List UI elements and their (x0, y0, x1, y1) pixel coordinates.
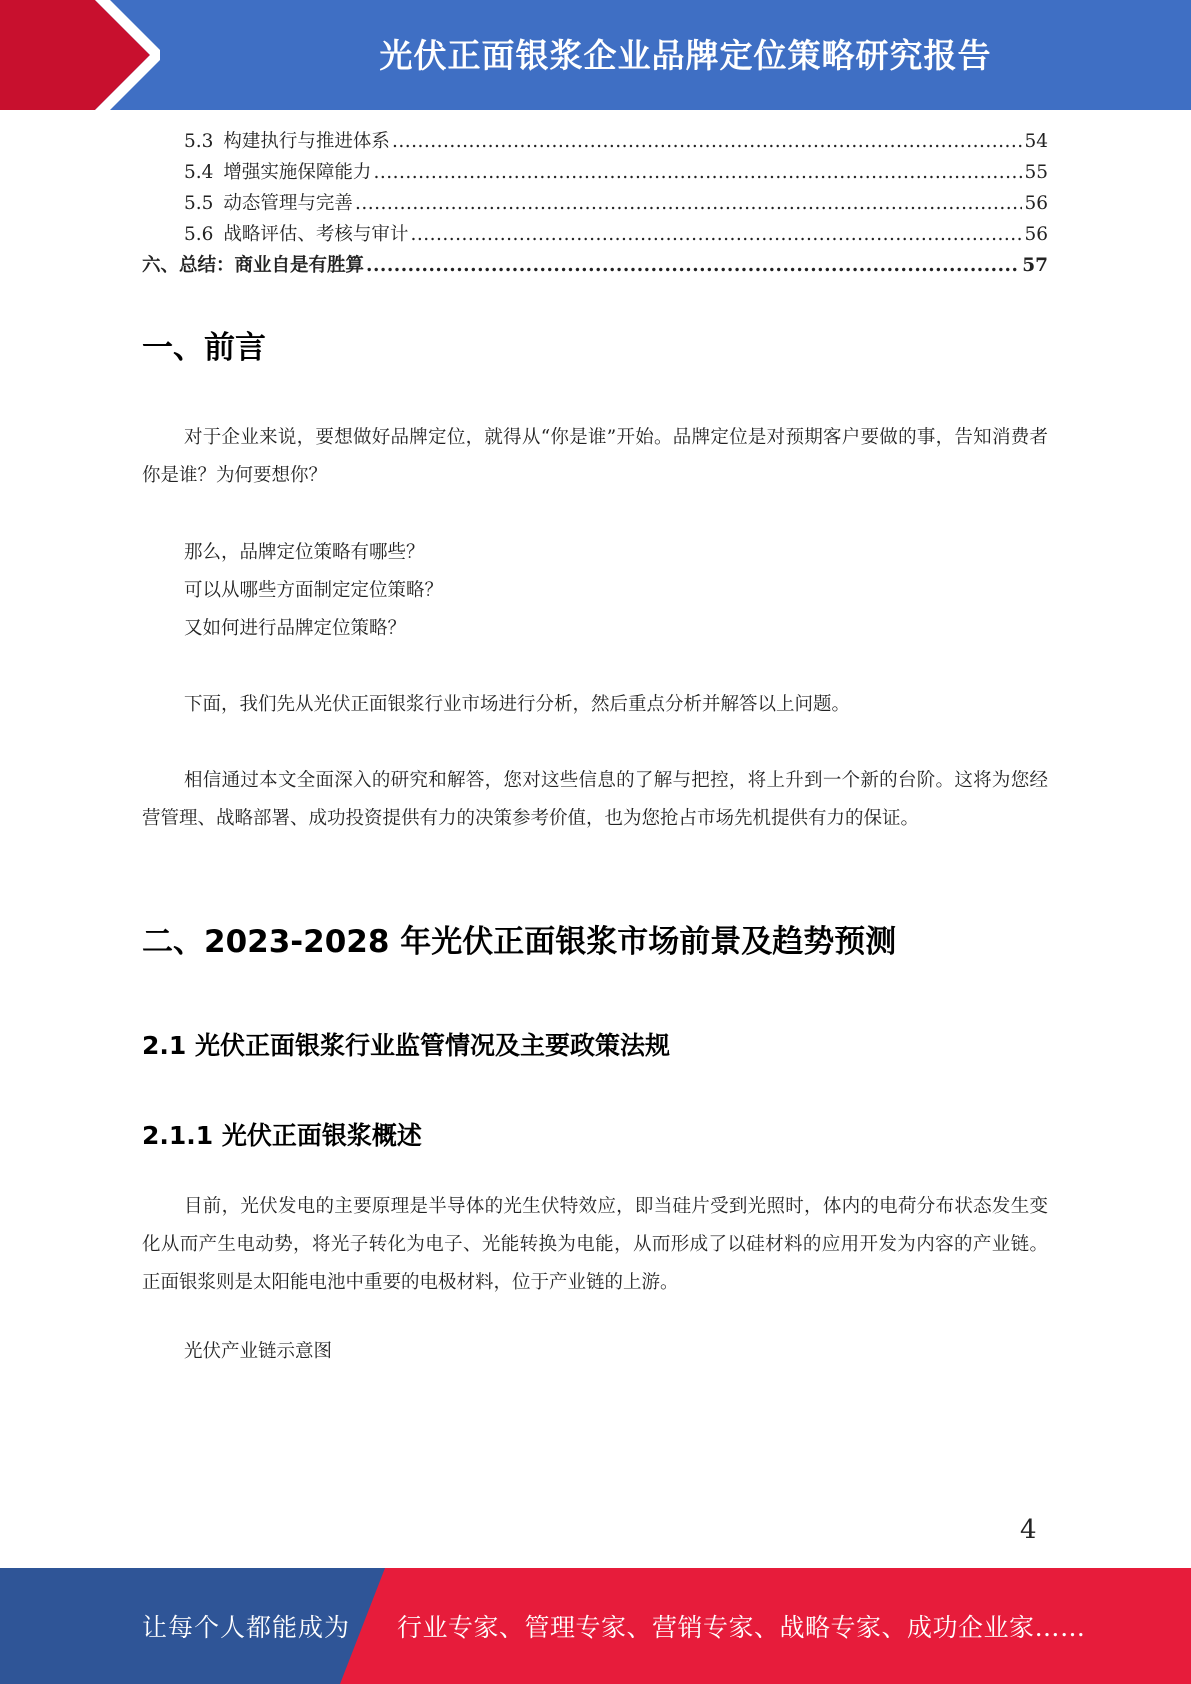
toc-number: 5.6 (184, 224, 214, 245)
toc-number: 5.4 (184, 162, 214, 183)
toc-page: 55 (1024, 162, 1048, 183)
toc-leader-dots (373, 157, 1022, 188)
overview-paragraph: 目前，光伏发电的主要原理是半导体的光生伏特效应，即当硅片受到光照时，体内的电荷分布状态发生变化从而产生电动势，将光子转化为电子、光能转换为电能，从而形成了以硅材料的应用开发为内容的产业链。正面银浆则是太阳能电池中重要的电极材料，位于产业链的上游。 (142, 1196, 1048, 1293)
preface-next-paragraph: 下面，我们先从光伏正面银浆行业市场进行分析，然后重点分析并解答以上问题。 (184, 694, 851, 715)
footer-slogan-right: 行业专家、管理专家、营销专家、战略专家、成功企业家…… (397, 1613, 1086, 1642)
question-line: 那么，品牌定位策略有哪些？ (184, 542, 425, 563)
figure-caption: 光伏产业链示意图 (184, 1341, 333, 1362)
toc-title: 战略评估、考核与审计 (223, 224, 409, 245)
table-of-contents (142, 126, 1048, 281)
toc-entry[interactable] (142, 219, 1048, 250)
subsection-heading-regulation: 2.1 光伏正面银浆行业监管情况及主要政策法规 (142, 1031, 670, 1060)
preface-intro-paragraph: 对于企业来说，要想做好品牌定位，就得从“你是谁”开始。品牌定位是对预期客户要做的事，告知消费者你是谁？为何要想你？ (142, 427, 1048, 486)
toc-leader-dots (410, 219, 1022, 250)
question-line: 可以从哪些方面制定定位策略？ (184, 580, 444, 601)
page-number: 4 (1020, 1515, 1037, 1545)
section-heading-preface: 一、前言 (142, 330, 266, 366)
toc-title: 动态管理与完善 (223, 193, 353, 214)
toc-page: 54 (1024, 131, 1048, 152)
toc-entry[interactable] (142, 126, 1048, 157)
page-header (0, 0, 1191, 110)
subsection-heading-overview: 2.1.1 光伏正面银浆概述 (142, 1121, 422, 1150)
toc-number: 5.5 (184, 193, 214, 214)
preface-questions (142, 534, 1048, 648)
toc-entry-chapter[interactable] (142, 250, 1048, 281)
toc-title: 构建执行与推进体系 (223, 131, 390, 152)
report-title: 光伏正面银浆企业品牌定位策略研究报告 (379, 36, 992, 75)
toc-leader-dots (355, 188, 1023, 219)
toc-page: 56 (1024, 193, 1048, 214)
toc-leader-dots (366, 250, 1020, 281)
toc-title: 增强实施保障能力 (223, 162, 372, 183)
toc-page: 56 (1024, 224, 1048, 245)
chevron-arrow-icon (0, 0, 160, 110)
toc-number: 5.3 (184, 131, 214, 152)
footer-slogan-left: 让每个人都能成为 (142, 1613, 351, 1642)
question-line: 又如何进行品牌定位策略？ (184, 618, 407, 639)
toc-title: 六、总结：商业自是有胜算 (142, 255, 365, 276)
preface-closing-paragraph: 相信通过本文全面深入的研究和解答，您对这些信息的了解与把控，将上升到一个新的台阶。这将为您经营管理、战略部署、成功投资提供有力的决策参考价值，也为您抢占市场先机提供有力的保证。 (142, 770, 1048, 829)
toc-leader-dots (392, 126, 1023, 157)
section-heading-market-outlook: 二、2023-2028 年光伏正面银浆市场前景及趋势预测 (142, 924, 897, 960)
toc-entry[interactable] (142, 188, 1048, 219)
page-footer (0, 1568, 1191, 1684)
toc-entry[interactable] (142, 157, 1048, 188)
toc-page: 57 (1022, 255, 1048, 276)
